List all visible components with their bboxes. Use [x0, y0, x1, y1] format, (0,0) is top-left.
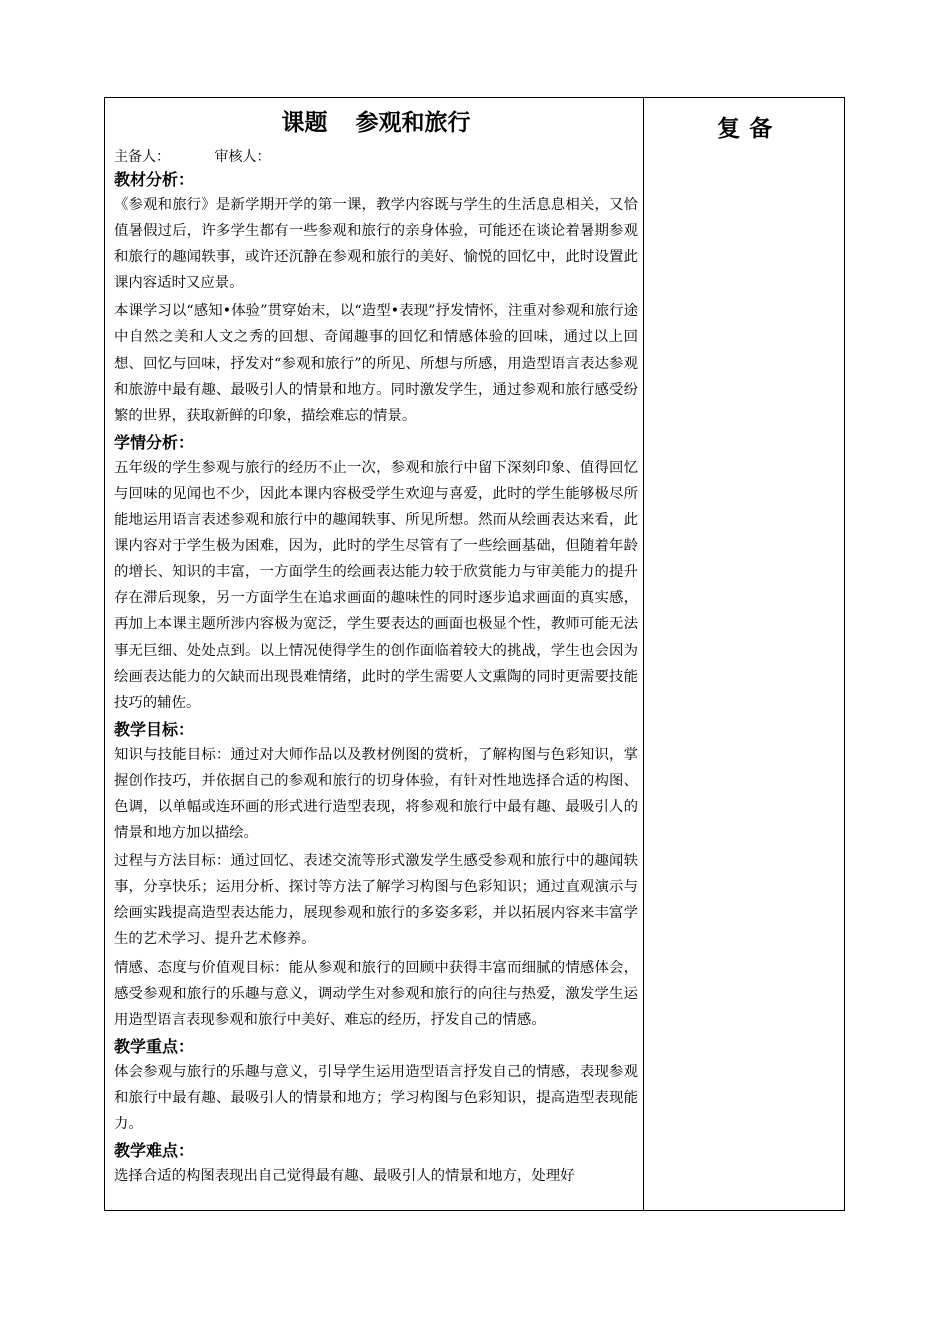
- column-divider: [643, 97, 644, 1211]
- section-heading: 学情分析：: [114, 432, 195, 452]
- section-paragraph: 《参观和旅行》是新学期开学的第一课，教学内容既与学生的生活息息相关，又恰值暑假过后，许多学生都有一些参观和旅行的亲身体验，可能还在谈论着暑期参观和旅行的趣闻轶事，或许还沉静在参观和旅行的美好、愉悦的回忆中，此时设置此课内容适时又应景。: [114, 197, 638, 292]
- section-paragraph: 情感、态度与价值观目标：能从参观和旅行的回顾中获得丰富而细腻的情感体会，感受参观和旅行的乐趣与意义，调动学生对参观和旅行的向往与热爱，激发学生运用造型语言表现参观和旅行中美好、难忘的经历，抒发自己的情感。: [114, 959, 638, 1028]
- section-paragraph: 五年级的学生参观与旅行的经历不止一次，参观和旅行中留下深刻印象、值得回忆与回味的见闻也不少，因此本课内容极受学生欢迎与喜爱，此时的学生能够极尽所能地运用语言表述参观和旅行中的趣闻轶事、所见所想。然而从绘画表达来看，此课内容对于学生极为困难，因为，此时的学生尽管有了一些绘画基础，但随着年龄的增长、知识的丰富，一方面学生的绘画表达能力较于欣赏能力与审美能力的提升存在滞后现象，另一方面学生在追求画面的趣味性的同时逐步追求画面的真实感，再加上本课主题所涉内容极为宽泛，学生要表达的画面也极显个性，教师可能无法事无巨细、处处点到。以上情况使得学生的创作面临着较大的挑战，学生也会因为绘画表达能力的欠缺而出现畏难情绪，此时的学生需要人文熏陶的同时更需要技能技巧的辅佐。: [114, 459, 638, 711]
- section-heading: 教学难点：: [114, 1141, 195, 1161]
- main-column: [114, 104, 638, 1209]
- title-prefix: 课题: [281, 109, 328, 136]
- section-teaching-goals: [114, 718, 638, 1033]
- reviewer-label: 审核人：: [214, 149, 271, 165]
- section-heading: 教学重点：: [114, 1036, 195, 1056]
- section-paragraph: 体会参观与旅行的乐趣与意义，引导学生运用造型语言抒发自己的情感，表现参观和旅行中最有趣、最吸引人的情景和地方；学习构图与色彩知识，提高造型表现能力。: [114, 1063, 638, 1132]
- section-heading: 教材分析：: [114, 170, 195, 189]
- meta-row: [114, 146, 638, 168]
- section-student-analysis: [114, 431, 638, 716]
- section-textbook-analysis: [114, 168, 638, 429]
- section-heading: 教学目标：: [114, 719, 195, 739]
- title-main: 参观和旅行: [355, 109, 471, 136]
- page-title: [114, 104, 638, 146]
- section-paragraph: 知识与技能目标：通过对大师作品以及教材例图的赏析，了解构图与色彩知识，掌握创作技巧，并依据自己的参观和旅行的切身体验，有针对性地选择合适的构图、色调，以单幅或连环画的形式进行造型表现，将参观和旅行中最有趣、最吸引人的情景和地方加以描绘。: [114, 746, 638, 842]
- section-paragraph: 选择合适的构图表现出自己觉得最有趣、最吸引人的情景和地方，处理好: [114, 1168, 575, 1185]
- section-paragraph: 过程与方法目标：通过回忆、表述交流等形式激发学生感受参观和旅行中的趣闻轶事，分享快乐；运用分析、探讨等方法了解学习构图与色彩知识；通过直观演示与绘画实践提高造型表达能力，展现参观和旅行的多姿多彩，并以拓展内容来丰富学生的艺术学习、提升艺术修养。: [114, 853, 638, 948]
- section-paragraph: 本课学习以“感知•体验”贯穿始末，以“造型•表现”抒发情怀，注重对参观和旅行途中自然之美和人文之秀的回想、奇闻趣事的回忆和情感体验的回味，通过以上回想、回忆与回味，抒发对“参观和旅行”的所见、所想与所感，用造型语言表达参观和旅游中最有趣、最吸引人的情景和地方。同时激发学生，通过参观和旅行感受纷繁的世界，获取新鲜的印象，描绘难忘的情景。: [114, 303, 638, 424]
- preparer-label: 主备人：: [114, 149, 170, 165]
- side-column-title: 复 备: [717, 115, 773, 142]
- section-key-points: [114, 1035, 638, 1137]
- section-difficult-points: [114, 1139, 638, 1189]
